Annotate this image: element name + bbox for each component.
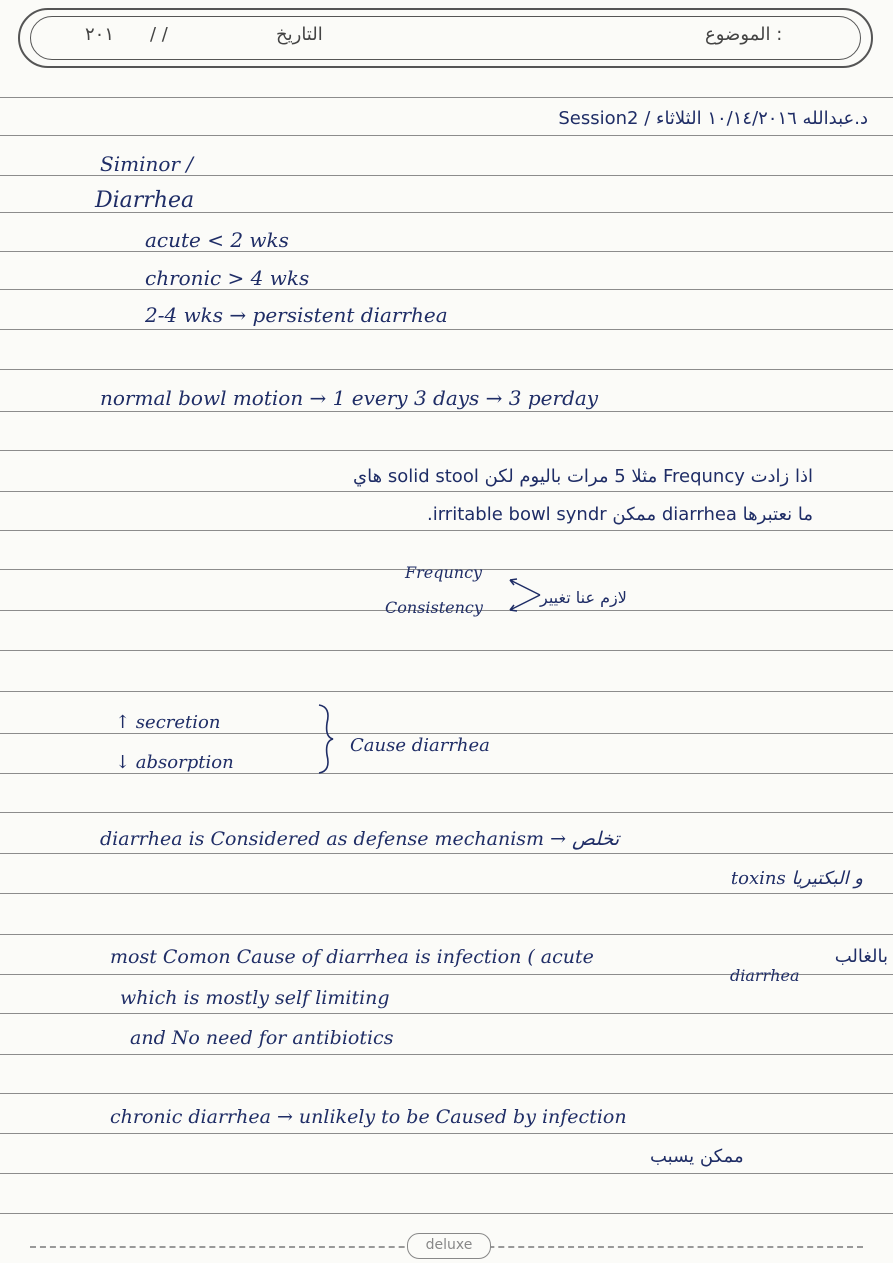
header-year: ٢٠١: [85, 24, 115, 45]
ruled-line: [0, 650, 893, 651]
arabic-frequency-note: اذا زادت Frequncy مثلا 5 مرات باليوم لكن solid stool هاي: [353, 466, 813, 487]
self-limiting-line: which is mostly self limiting: [120, 987, 390, 1009]
ruled-line: [0, 329, 893, 330]
ruled-line: [0, 1173, 893, 1174]
consistency-label: Consistency: [385, 598, 483, 617]
ruled-line: [0, 1054, 893, 1055]
header-date-slashes: / /: [150, 24, 168, 45]
chronic-diarrhea-line: chronic diarrhea → unlikely to be Caused by infection: [110, 1106, 627, 1128]
defense-mechanism: diarrhea is Considered as defense mechanism → تخلص: [100, 828, 620, 850]
ruled-line: [0, 691, 893, 692]
header-date-label: التاريخ: [276, 24, 323, 45]
normal-bowel-motion: normal bowl motion → 1 every 3 days → 3 perday: [100, 386, 599, 410]
ruled-line: [0, 812, 893, 813]
ruled-line: [0, 934, 893, 935]
toxins-bacteria: toxins و البكتيريا: [730, 868, 863, 889]
most-common-cause: most Comon Cause of diarrhea is infection ( acute: [110, 946, 594, 968]
ruled-line: [0, 450, 893, 451]
ruled-line: [0, 530, 893, 531]
change-required-note: لازم عنا تغيير: [540, 588, 627, 607]
ruled-line: [0, 773, 893, 774]
ruled-line: [0, 135, 893, 136]
ruled-line: [0, 1013, 893, 1014]
header-subject-label: الموضوع :: [705, 24, 783, 45]
persistent-definition: 2-4 wks → persistent diarrhea: [145, 303, 448, 327]
brace-icon: [315, 703, 339, 775]
antibiotics-line: and No need for antibiotics: [130, 1027, 394, 1049]
acute-definition: acute < 2 wks: [145, 228, 289, 252]
seminar-heading: Siminor /: [100, 152, 194, 176]
cause-diarrhea: Cause diarrhea: [350, 735, 490, 756]
frequency-label: Frequncy: [405, 563, 483, 582]
mostly-note: بالغالب: [834, 946, 888, 967]
ruled-line: [0, 1133, 893, 1134]
maybe-note: ممكن يسبب: [650, 1146, 744, 1167]
session-line: د.عبدالله ١٠/١٤/٢٠١٦ الثلاثاء / Session2: [558, 108, 868, 129]
ruled-line: [0, 369, 893, 370]
chronic-definition: chronic > 4 wks: [145, 266, 310, 290]
ruled-line: [0, 893, 893, 894]
absorption-item: ↓ absorption: [115, 752, 234, 773]
ruled-line: [0, 1213, 893, 1214]
secretion-item: ↑ secretion: [115, 712, 221, 733]
ruled-line: [0, 97, 893, 98]
branch-arrows-icon: [505, 570, 545, 620]
deluxe-logo: deluxe: [407, 1233, 491, 1259]
diarrhea-heading: Diarrhea: [95, 188, 195, 213]
acute-diarrhea-label: diarrhea: [730, 966, 800, 985]
ruled-line: [0, 1093, 893, 1094]
ruled-line: [0, 411, 893, 412]
arabic-ibs-note: ما نعتبرها diarrhea ممكن irritable bowl syndr.: [426, 504, 813, 525]
ruled-line: [0, 733, 893, 734]
ruled-line: [0, 491, 893, 492]
ruled-line: [0, 251, 893, 252]
ruled-line: [0, 289, 893, 290]
ruled-line: [0, 853, 893, 854]
